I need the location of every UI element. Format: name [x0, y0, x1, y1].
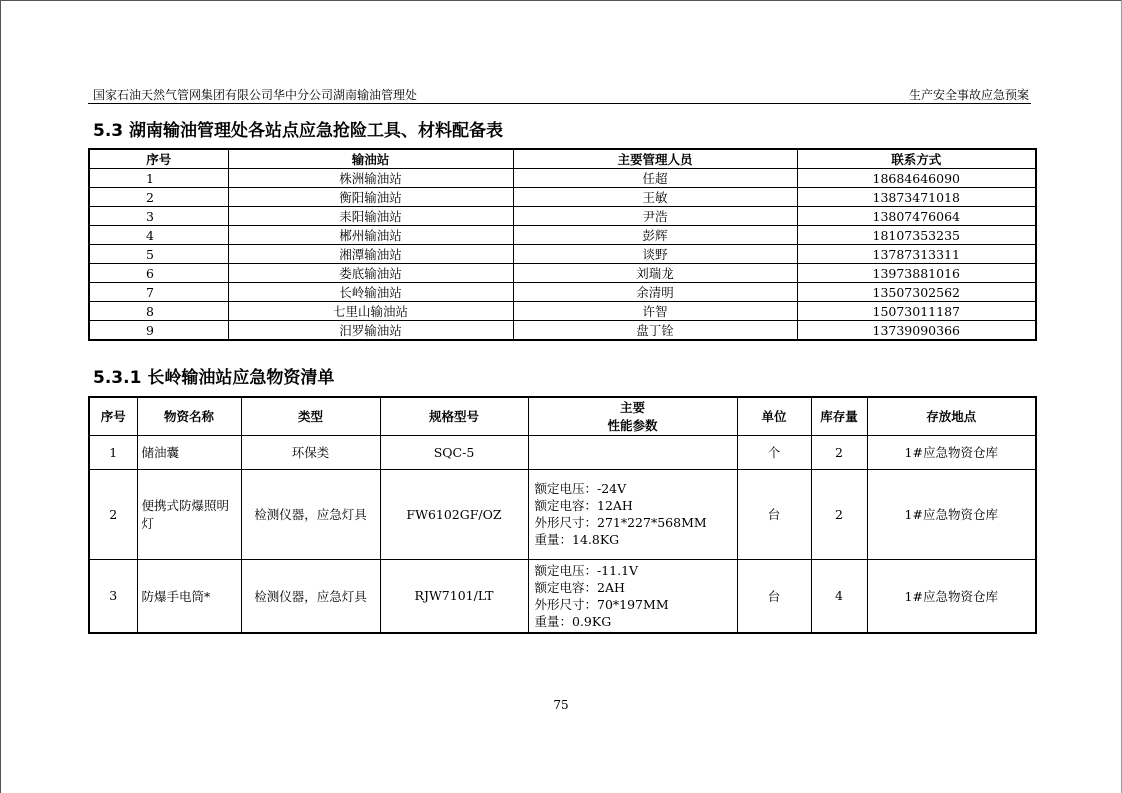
header-organization: 国家石油天然气管网集团有限公司华中分公司湖南输油管理处	[93, 88, 418, 102]
item-name: 防爆手电筒*	[137, 559, 241, 633]
row-number: 1	[89, 169, 228, 188]
table-row	[89, 559, 1036, 633]
contact-phone: 13507302562	[797, 283, 1036, 302]
row-number: 3	[89, 207, 228, 226]
item-unit: 台	[737, 469, 811, 559]
item-unit: 台	[737, 559, 811, 633]
section-title-5-3: 5.3 湖南输油管理处各站点应急抢险工具、材料配备表	[93, 121, 504, 141]
station-name: 娄底输油站	[228, 264, 513, 283]
contact-phone: 18684646090	[797, 169, 1036, 188]
performance-line: 外形尺寸：70*197MM	[534, 596, 669, 612]
station-name: 株洲输油站	[228, 169, 513, 188]
performance-line: 外形尺寸：271*227*568MM	[534, 515, 707, 530]
table-row	[89, 435, 1036, 469]
station-name: 湘潭输油站	[228, 245, 513, 264]
item-location: 1#应急物资仓库	[867, 469, 1036, 559]
manager-name: 余清明	[513, 283, 797, 302]
column-header: 规格型号	[380, 397, 528, 435]
item-quantity: 2	[811, 435, 867, 469]
manager-name: 尹浩	[513, 207, 797, 226]
table-row	[89, 264, 1036, 283]
item-type: 检测仪器，应急灯具	[241, 559, 380, 633]
performance-line: 额定电容：2AH	[534, 579, 625, 595]
manager-name: 许智	[513, 302, 797, 321]
station-name: 长岭输油站	[228, 283, 513, 302]
performance-line: 重量：14.8KG	[534, 532, 620, 547]
column-header: 序号	[89, 397, 137, 435]
row-number: 5	[89, 245, 228, 264]
manager-name: 刘瑞龙	[513, 264, 797, 283]
contact-phone: 18107353235	[797, 226, 1036, 245]
station-name: 汨罗输油站	[228, 321, 513, 341]
manager-name: 王敏	[513, 188, 797, 207]
station-name: 耒阳输油站	[228, 207, 513, 226]
table-row	[89, 302, 1036, 321]
row-number: 4	[89, 226, 228, 245]
column-header: 主要管理人员	[513, 149, 797, 169]
item-type: 检测仪器，应急灯具	[241, 469, 380, 559]
contact-phone: 13973881016	[797, 264, 1036, 283]
column-header-line: 性能参数	[607, 418, 658, 434]
contact-phone: 15073011187	[797, 302, 1036, 321]
page-border-top	[0, 0, 1122, 1]
table-row	[89, 226, 1036, 245]
item-location: 1#应急物资仓库	[867, 435, 1036, 469]
contact-phone: 13807476064	[797, 207, 1036, 226]
performance-line: 额定电压：-11.1V	[534, 562, 639, 578]
item-quantity: 4	[811, 559, 867, 633]
contact-phone: 13739090366	[797, 321, 1036, 341]
table-row	[89, 245, 1036, 264]
item-model: SQC-5	[380, 435, 528, 469]
page-border-left	[0, 0, 1, 793]
column-header: 存放地点	[867, 397, 1036, 435]
item-number: 1	[89, 435, 137, 469]
row-number: 9	[89, 321, 228, 341]
table-row	[89, 283, 1036, 302]
column-header: 库存量	[811, 397, 867, 435]
item-performance	[528, 469, 737, 559]
item-location: 1#应急物资仓库	[867, 559, 1036, 633]
table-row	[89, 169, 1036, 188]
emergency-materials-table	[88, 396, 1037, 634]
item-model: FW6102GF/OZ	[380, 469, 528, 559]
column-header	[528, 397, 737, 435]
table-header-row	[89, 149, 1036, 169]
item-performance	[528, 435, 737, 469]
section-title-5-3-1: 5.3.1 长岭输油站应急物资清单	[93, 368, 335, 388]
column-header: 单位	[737, 397, 811, 435]
column-header-line: 主要	[619, 400, 645, 416]
table-row	[89, 469, 1036, 559]
manager-name: 任超	[513, 169, 797, 188]
manager-name: 谈野	[513, 245, 797, 264]
header-rule	[88, 103, 1031, 104]
column-header: 序号	[89, 149, 228, 169]
item-name: 便携式防爆照明灯	[137, 469, 241, 559]
table-row	[89, 321, 1036, 341]
column-header: 输油站	[228, 149, 513, 169]
item-quantity: 2	[811, 469, 867, 559]
column-header: 物资名称	[137, 397, 241, 435]
item-model: RJW7101/LT	[380, 559, 528, 633]
row-number: 2	[89, 188, 228, 207]
table-header-row	[89, 397, 1036, 435]
contact-phone: 13787313311	[797, 245, 1036, 264]
row-number: 8	[89, 302, 228, 321]
header-document-title: 生产安全事故应急预案	[908, 88, 1029, 102]
manager-name: 盘丁铨	[513, 321, 797, 341]
column-header: 类型	[241, 397, 380, 435]
item-number: 3	[89, 559, 137, 633]
station-contacts-table	[88, 148, 1037, 341]
table-row	[89, 207, 1036, 226]
table-row	[89, 188, 1036, 207]
station-name: 郴州输油站	[228, 226, 513, 245]
item-unit: 个	[737, 435, 811, 469]
station-name: 衡阳输油站	[228, 188, 513, 207]
performance-line: 重量：0.9KG	[534, 613, 612, 629]
item-number: 2	[89, 469, 137, 559]
item-performance	[528, 559, 737, 633]
row-number: 7	[89, 283, 228, 302]
row-number: 6	[89, 264, 228, 283]
performance-line: 额定电容：12AH	[534, 498, 633, 513]
item-type: 环保类	[241, 435, 380, 469]
manager-name: 彭辉	[513, 226, 797, 245]
station-name: 七里山输油站	[228, 302, 513, 321]
column-header: 联系方式	[797, 149, 1036, 169]
contact-phone: 13873471018	[797, 188, 1036, 207]
performance-line: 额定电压：-24V	[534, 481, 627, 496]
page-number: 75	[553, 698, 569, 712]
item-name: 储油囊	[137, 435, 241, 469]
